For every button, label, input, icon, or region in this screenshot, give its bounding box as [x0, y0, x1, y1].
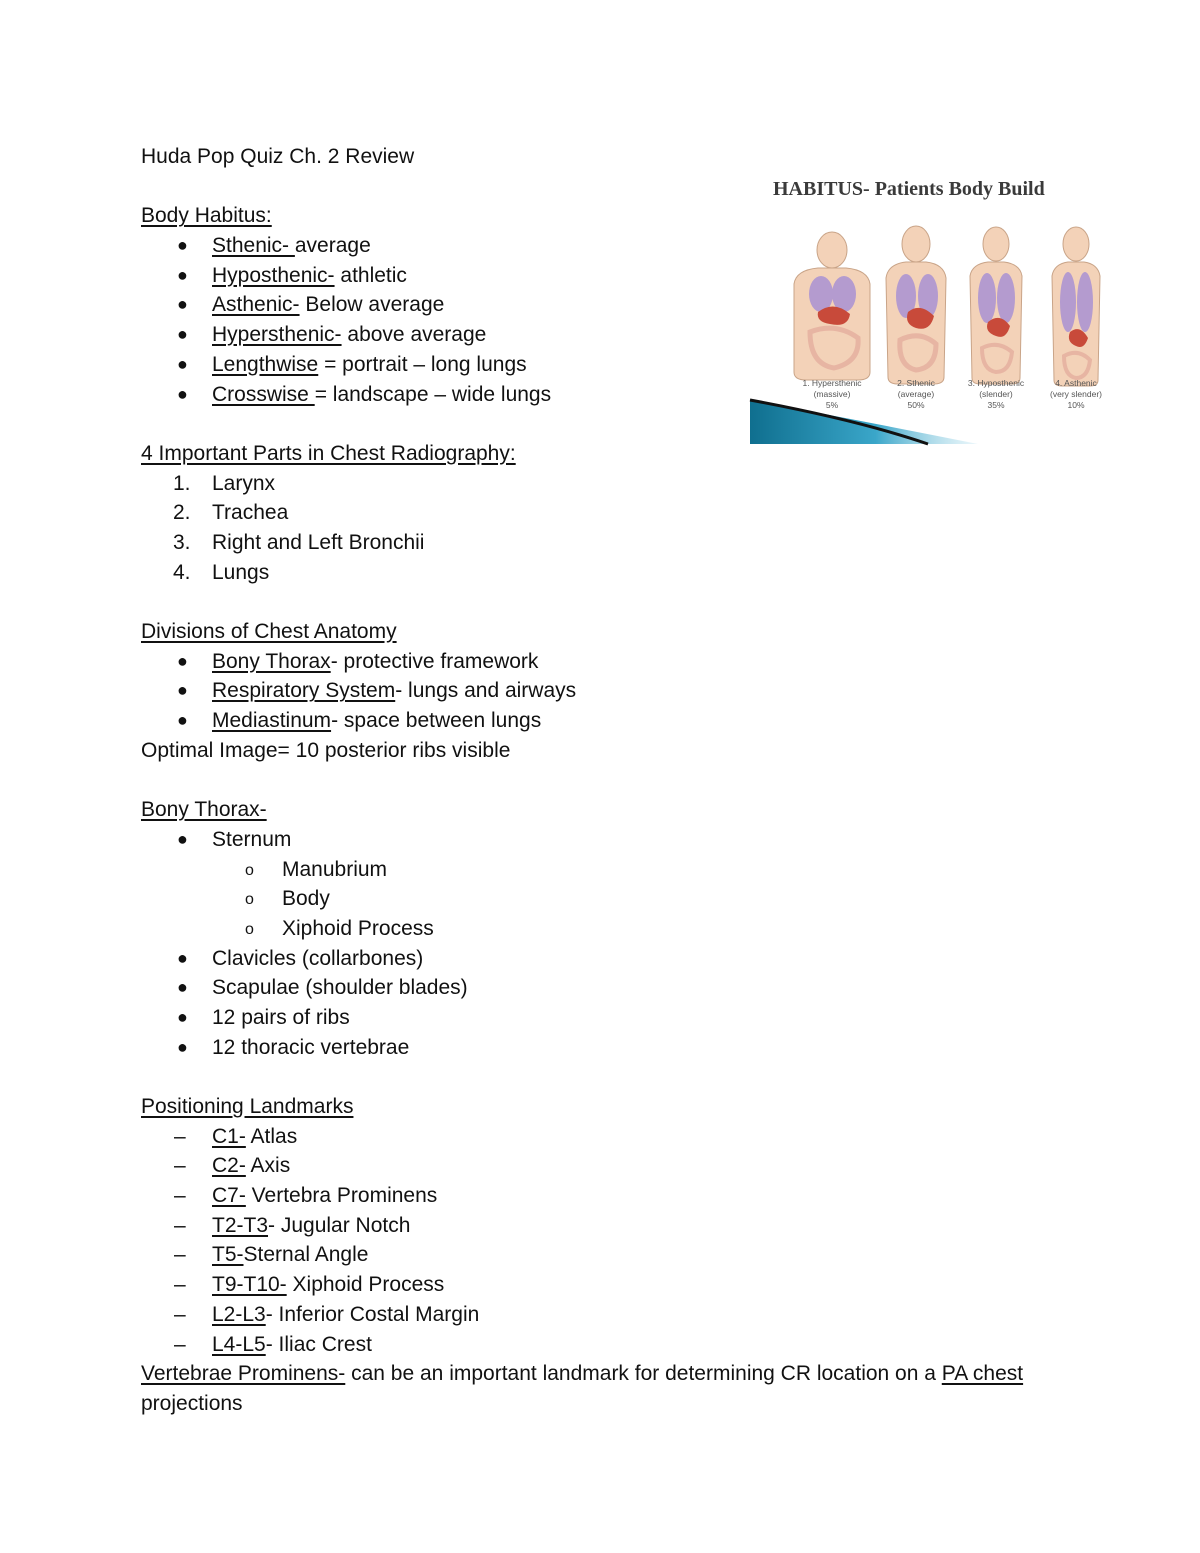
- term: Mediastinum: [212, 709, 332, 733]
- definition: Vertebra Prominens: [245, 1184, 438, 1208]
- definition: above average: [341, 323, 487, 347]
- dash-bullet-icon: –: [174, 1243, 186, 1267]
- term: PA chest: [941, 1362, 1024, 1386]
- document-title: Huda Pop Quiz Ch. 2 Review: [141, 145, 415, 168]
- list-item: [141, 1270, 1071, 1300]
- term: C2-: [212, 1154, 246, 1178]
- divisions-list: [141, 647, 1071, 736]
- term: C1-: [212, 1124, 246, 1148]
- definition: - Jugular Notch: [268, 1213, 411, 1237]
- bullet-icon: ●: [177, 353, 188, 374]
- body-figure-hyposthenic: [970, 227, 1022, 384]
- list-item: [141, 1033, 1071, 1063]
- circle-bullet-icon: o: [245, 861, 254, 879]
- term: Vertebrae Prominens-: [141, 1362, 346, 1386]
- item-text: Lungs: [212, 560, 270, 584]
- term: T9-T10-: [212, 1273, 287, 1297]
- list-item: [141, 706, 1071, 736]
- term: Crosswise: [212, 382, 315, 406]
- body-figure-asthenic: [1052, 227, 1100, 386]
- bullet-icon: ●: [177, 977, 188, 998]
- dash-bullet-icon: –: [174, 1302, 186, 1326]
- list-number: 1.: [173, 471, 191, 495]
- term: Respiratory System: [212, 679, 396, 703]
- list-item: [141, 647, 1071, 677]
- list-item: [141, 558, 1071, 588]
- bullet-icon: ●: [177, 710, 188, 731]
- list-item: [141, 1300, 1071, 1330]
- caption-name: 3. Hyposthenic: [967, 378, 1025, 388]
- bullet-icon: ●: [177, 1006, 188, 1027]
- list-item: [141, 469, 1071, 499]
- definition: Axis: [245, 1154, 291, 1178]
- section-heading-important-parts: 4 Important Parts in Chest Radiography:: [141, 441, 516, 465]
- sub-list-item: [141, 884, 1071, 914]
- caption-hypersthenic: [802, 378, 862, 410]
- important-parts-list: [141, 469, 1071, 588]
- term: T2-T3: [212, 1213, 269, 1237]
- list-item: [141, 1122, 1071, 1152]
- bullet-icon: ●: [177, 1036, 188, 1057]
- list-item: [141, 498, 1071, 528]
- item-text: Xiphoid Process: [282, 916, 434, 940]
- caption-sub: (slender): [979, 389, 1013, 399]
- caption-name: 1. Hypersthenic: [802, 378, 862, 388]
- list-item: [141, 1211, 1071, 1241]
- dash-bullet-icon: –: [174, 1332, 186, 1356]
- list-item: [141, 1181, 1071, 1211]
- definition: Sternal Angle: [243, 1243, 369, 1267]
- bullet-icon: ●: [177, 947, 188, 968]
- caption-name: 2. Sthenic: [897, 378, 935, 388]
- note-text: projections: [141, 1391, 243, 1415]
- definition: = portrait – long lungs: [318, 352, 527, 376]
- definition: - lungs and airways: [395, 679, 577, 703]
- bullet-icon: ●: [177, 383, 188, 404]
- list-item: [141, 1240, 1071, 1270]
- item-text: Trachea: [212, 501, 289, 525]
- term: L4-L5: [212, 1332, 266, 1356]
- term: T5-: [212, 1243, 244, 1267]
- definition: Below average: [299, 293, 445, 317]
- dash-bullet-icon: –: [174, 1184, 186, 1208]
- term: Bony Thorax: [212, 649, 331, 673]
- caption-sub: (massive): [813, 389, 851, 399]
- list-item: [141, 528, 1071, 558]
- list-item: [141, 973, 1071, 1003]
- dash-bullet-icon: –: [174, 1124, 186, 1148]
- caption-pct: 5%: [825, 400, 839, 410]
- term: Asthenic-: [212, 293, 300, 317]
- caption-name: 4. Asthenic: [1055, 378, 1097, 388]
- bullet-icon: ●: [177, 264, 188, 285]
- bullet-icon: ●: [177, 828, 188, 849]
- item-text: 12 thoracic vertebrae: [212, 1035, 410, 1059]
- definition: Xiphoid Process: [286, 1273, 445, 1297]
- definition: Atlas: [245, 1124, 298, 1148]
- list-item: [141, 1151, 1071, 1181]
- caption-pct: 35%: [987, 400, 1005, 410]
- bullet-icon: ●: [177, 294, 188, 315]
- item-text: 12 pairs of ribs: [212, 1005, 350, 1029]
- caption-pct: 10%: [1067, 400, 1085, 410]
- bullet-icon: ●: [177, 324, 188, 345]
- list-item: [141, 1330, 1071, 1360]
- list-item: [141, 944, 1071, 974]
- item-text: Manubrium: [282, 857, 388, 881]
- section-heading-divisions: Divisions of Chest Anatomy: [141, 620, 397, 643]
- section-heading-bony-thorax: Bony Thorax-: [141, 798, 267, 822]
- definition: average: [294, 234, 371, 258]
- term: Lengthwise: [212, 352, 319, 376]
- caption-sthenic: [897, 378, 936, 410]
- bullet-icon: ●: [177, 650, 188, 671]
- item-text: Right and Left Bronchii: [212, 530, 425, 554]
- term: Hyposthenic-: [212, 263, 335, 287]
- list-item: [141, 676, 1071, 706]
- definition: = landscape – wide lungs: [314, 382, 552, 406]
- definition: - space between lungs: [331, 709, 542, 733]
- dash-bullet-icon: –: [174, 1273, 186, 1297]
- item-text: Scapulae (shoulder blades): [212, 976, 468, 1000]
- bony-thorax-list: [141, 825, 1071, 1063]
- definition: athletic: [334, 263, 407, 287]
- bullet-icon: ●: [177, 235, 188, 256]
- list-item: [141, 1003, 1071, 1033]
- body-figure-hypersthenic: [794, 232, 870, 380]
- vertebrae-prominens-note: [141, 1359, 1071, 1418]
- caption-sub: (very slender): [1050, 389, 1102, 399]
- caption-sub: (average): [897, 389, 935, 399]
- caption-pct: 50%: [907, 400, 925, 410]
- item-text: Larynx: [212, 471, 276, 495]
- term: Hypersthenic-: [212, 323, 342, 347]
- habitus-illustration: [748, 172, 1108, 448]
- caption-asthenic: [1050, 378, 1102, 410]
- definition: - Iliac Crest: [265, 1332, 372, 1356]
- section-heading-body-habitus: Body Habitus:: [141, 204, 272, 228]
- note-text: can be an important landmark for determining CR location on a: [345, 1362, 942, 1386]
- list-number: 2.: [173, 501, 191, 525]
- circle-bullet-icon: o: [245, 891, 254, 909]
- term: Sthenic-: [212, 234, 295, 258]
- definition: - protective framework: [330, 649, 539, 673]
- term: C7-: [212, 1184, 246, 1208]
- term: L2-L3: [212, 1302, 266, 1326]
- section-heading-positioning-landmarks: Positioning Landmarks: [141, 1095, 354, 1118]
- dash-bullet-icon: –: [174, 1154, 186, 1178]
- landmarks-list: [141, 1122, 1071, 1360]
- list-number: 4.: [173, 560, 191, 584]
- caption-hyposthenic: [968, 378, 1025, 410]
- item-text: Body: [282, 887, 330, 911]
- dash-bullet-icon: –: [174, 1213, 186, 1237]
- sub-list-item: [141, 914, 1071, 944]
- list-item: [141, 825, 1071, 855]
- bullet-icon: ●: [177, 680, 188, 701]
- sub-list-item: [141, 855, 1071, 885]
- habitus-figure: [748, 172, 1108, 448]
- item-text: Sternum: [212, 827, 292, 851]
- body-figure-sthenic: [886, 226, 946, 384]
- figure-title: HABITUS- Patients Body Build: [773, 178, 1045, 200]
- item-text: Clavicles (collarbones): [212, 946, 424, 970]
- definition: - Inferior Costal Margin: [265, 1302, 480, 1326]
- list-number: 3.: [173, 530, 191, 554]
- circle-bullet-icon: o: [245, 920, 254, 938]
- optimal-image-note: Optimal Image= 10 posterior ribs visible: [141, 738, 511, 762]
